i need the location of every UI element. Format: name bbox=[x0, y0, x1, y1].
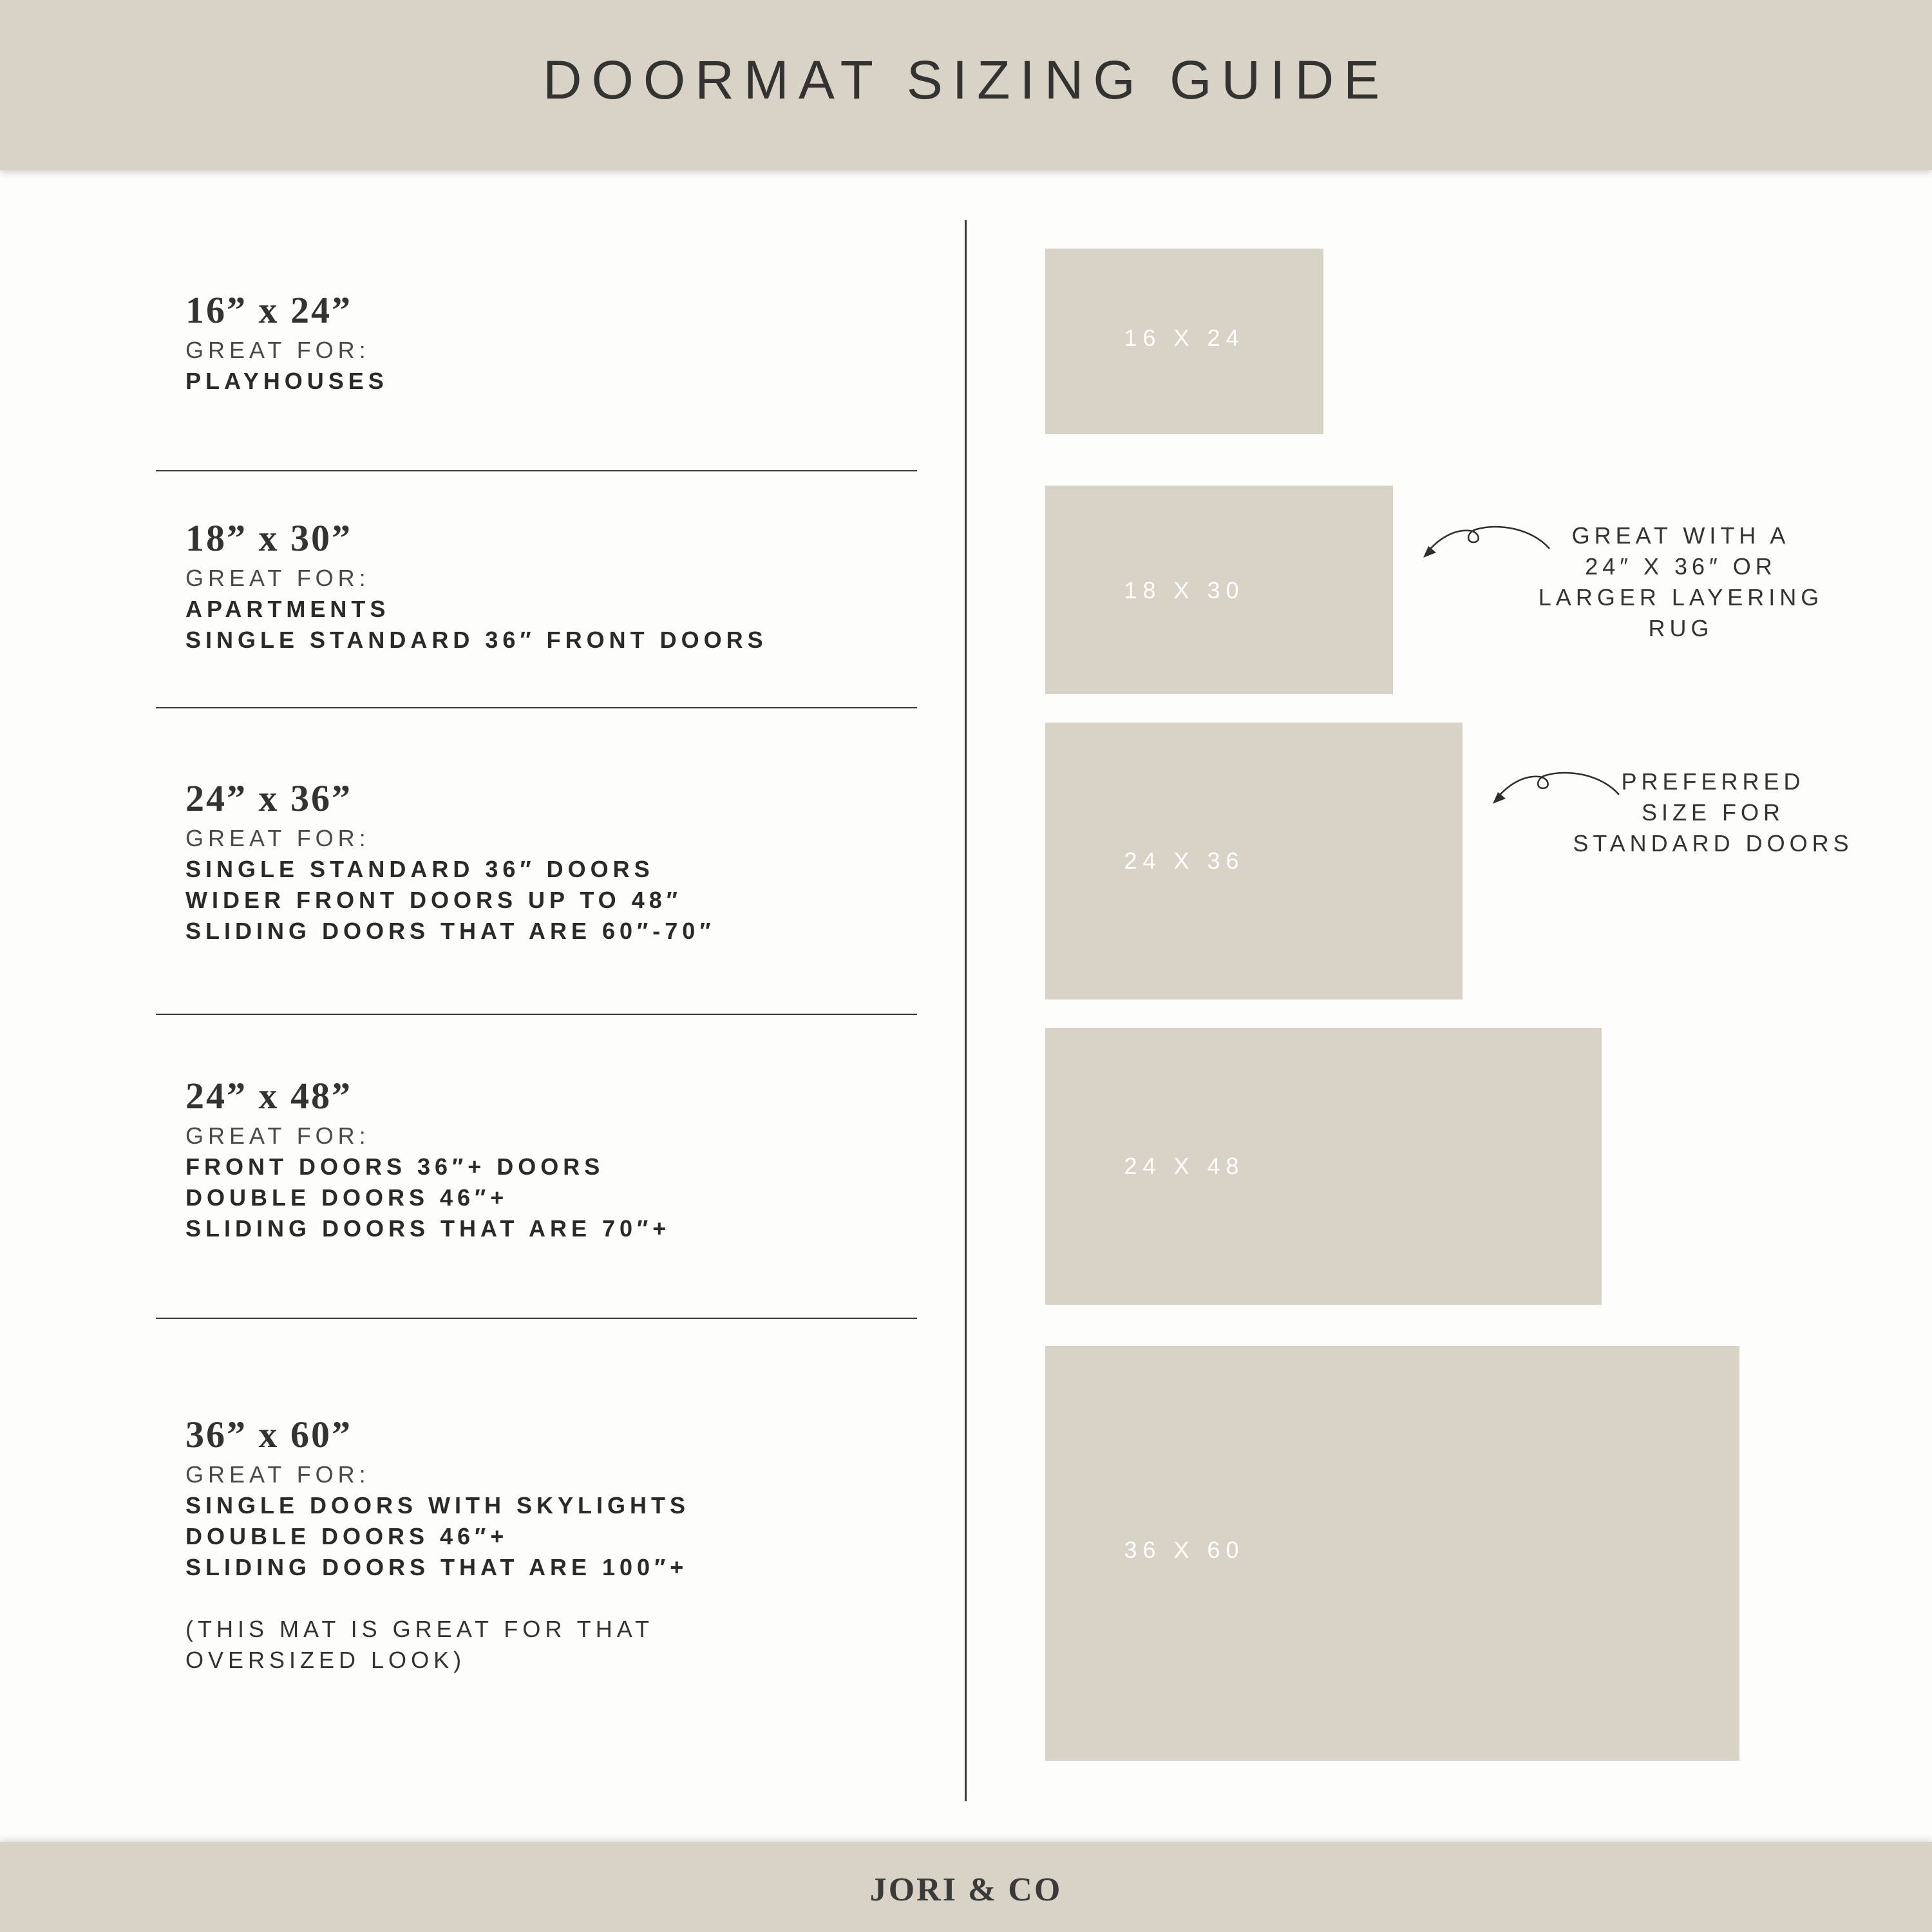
mat-swatch-36x60 bbox=[1045, 1346, 1739, 1761]
size-title: 36” x 60” bbox=[185, 1414, 352, 1455]
use-item: SLIDING DOORS THAT ARE 60″-70″ bbox=[185, 918, 715, 944]
vertical-divider bbox=[965, 220, 967, 1801]
size-note: (THIS MAT IS GREAT FOR THAT OVERSIZED LOOK) bbox=[185, 1616, 654, 1673]
mat-swatch-24x48 bbox=[1045, 1028, 1602, 1305]
mat-label: 24 X 48 bbox=[1124, 1153, 1245, 1179]
size-title: 18” x 30” bbox=[185, 517, 352, 559]
mat-label: 24 X 36 bbox=[1124, 848, 1245, 874]
mat-label: 18 X 30 bbox=[1124, 577, 1245, 603]
use-item: DOUBLE DOORS 46″+ bbox=[185, 1184, 509, 1211]
row-divider bbox=[156, 1318, 917, 1319]
mat-swatch-24x36 bbox=[1045, 723, 1463, 999]
use-list bbox=[185, 1490, 690, 1583]
use-item: FRONT DOORS 36″+ DOORS bbox=[185, 1153, 605, 1180]
row-divider bbox=[156, 1014, 917, 1015]
size-entry-36x60 bbox=[185, 1414, 690, 1676]
callout-layering-rug: GREAT WITH A 24″ X 36″ OR LARGER LAYERING RUG bbox=[1538, 522, 1824, 641]
page-title: DOORMAT SIZING GUIDE bbox=[542, 50, 1390, 110]
size-entry-16x24 bbox=[185, 290, 388, 397]
size-title: 24” x 36” bbox=[185, 777, 352, 819]
use-item: APARTMENTS bbox=[185, 596, 390, 622]
use-list bbox=[185, 854, 715, 947]
use-item: SINGLE DOORS WITH SKYLIGHTS bbox=[185, 1492, 690, 1519]
mat-swatch-18x30 bbox=[1045, 486, 1393, 694]
great-for-label: GREAT FOR: bbox=[185, 337, 370, 363]
use-item: DOUBLE DOORS 46″+ bbox=[185, 1523, 509, 1549]
size-title: 16” x 24” bbox=[185, 289, 352, 331]
size-entry-24x36 bbox=[185, 778, 715, 947]
use-item: SLIDING DOORS THAT ARE 100″+ bbox=[185, 1554, 688, 1580]
row-divider bbox=[156, 470, 917, 471]
use-list bbox=[185, 366, 388, 397]
size-entry-24x48 bbox=[185, 1075, 670, 1244]
size-entry-18x30 bbox=[185, 518, 768, 656]
use-item: WIDER FRONT DOORS UP TO 48″ bbox=[185, 887, 682, 913]
use-list bbox=[185, 594, 768, 656]
great-for-label: GREAT FOR: bbox=[185, 825, 370, 851]
great-for-label: GREAT FOR: bbox=[185, 1122, 370, 1149]
mat-label: 16 X 24 bbox=[1124, 325, 1245, 351]
great-for-label: GREAT FOR: bbox=[185, 1461, 370, 1488]
row-divider bbox=[156, 707, 917, 708]
use-item: PLAYHOUSES bbox=[185, 368, 388, 394]
use-item: SINGLE STANDARD 36″ DOORS bbox=[185, 856, 654, 882]
use-item: SLIDING DOORS THAT ARE 70″+ bbox=[185, 1215, 671, 1242]
mat-swatch-16x24 bbox=[1045, 249, 1323, 434]
callout-preferred-size: PREFERRED SIZE FOR STANDARD DOORS bbox=[1573, 768, 1853, 857]
use-list bbox=[185, 1151, 670, 1244]
mat-label: 36 X 60 bbox=[1124, 1537, 1245, 1563]
size-title: 24” x 48” bbox=[185, 1075, 352, 1117]
brand-name: JORI & CO bbox=[869, 1871, 1063, 1908]
great-for-label: GREAT FOR: bbox=[185, 565, 370, 591]
use-item: SINGLE STANDARD 36″ FRONT DOORS bbox=[185, 627, 768, 653]
